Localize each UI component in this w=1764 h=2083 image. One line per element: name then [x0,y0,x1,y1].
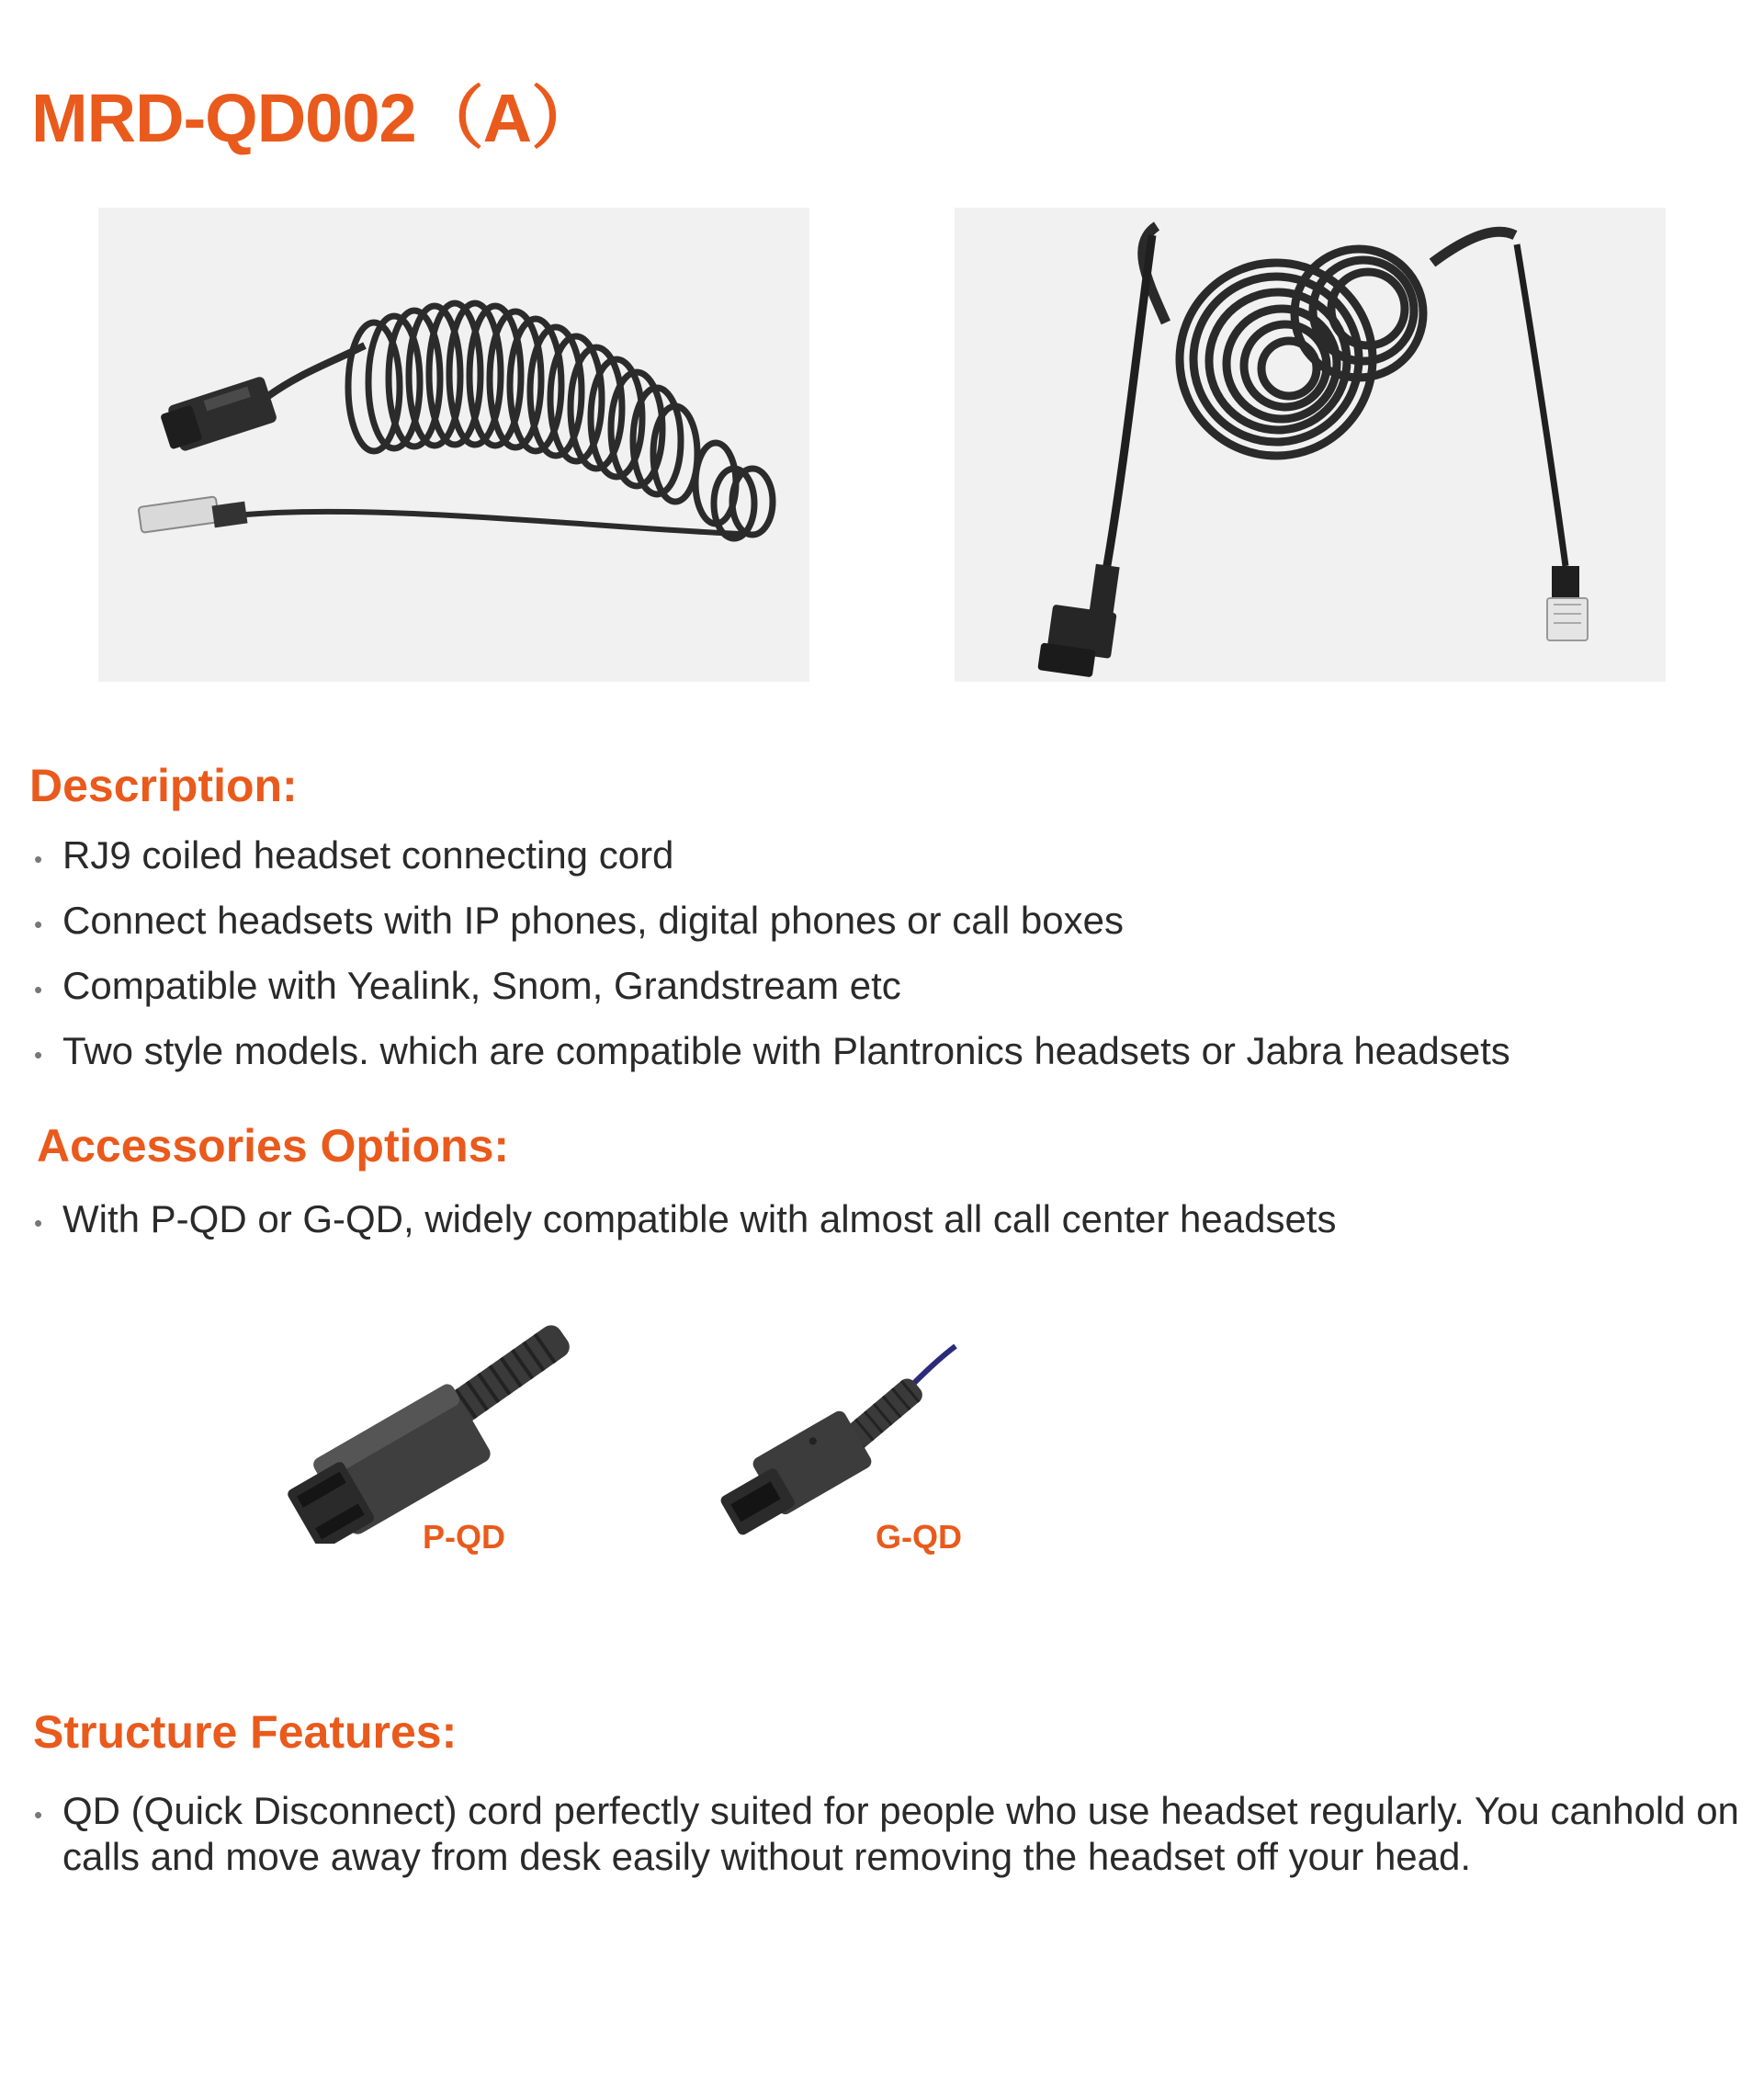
page-title: MRD-QD002（A） [31,80,599,156]
list-item [31,963,1731,1009]
bullet-dot-icon: • [34,1209,43,1237]
g-qd-plug-image [707,1341,965,1544]
p-qd-label: P-QD [423,1518,505,1556]
list-item [31,1196,1731,1242]
list-item-text: Two style models. which are compatible with Plantronics headsets or Jabra headsets [62,1029,1510,1072]
list-item-text: Compatible with Yealink, Snom, Grandstream etc [62,964,901,1007]
bullet-dot-icon: • [34,976,43,1003]
list-item-text: QD (Quick Disconnect) cord perfectly suited for people who use headset regularly. You canhold on calls and move away from desk easily without removing the headset off your head. [62,1789,1739,1878]
description-list [31,832,1731,1074]
list-item-text: RJ9 coiled headset connecting cord [62,833,674,877]
accessories-heading: Accessories Options: [37,1120,510,1172]
structure-heading: Structure Features: [33,1706,458,1758]
coiled-cord-photo-right-icon [955,208,1666,682]
bullet-dot-icon: • [34,911,43,938]
bullet-dot-icon: • [34,1801,43,1828]
product-photo-left [98,208,809,682]
g-qd-plug-icon [707,1341,965,1544]
bullet-dot-icon: • [34,845,43,873]
g-qd-label: G-QD [876,1518,962,1556]
list-item [31,898,1731,944]
coiled-cord-photo-left-icon [98,208,809,682]
structure-list [31,1788,1758,1880]
accessories-list [31,1196,1731,1242]
list-item-text: Connect headsets with IP phones, digital phones or call boxes [62,899,1124,942]
p-qd-plug-image [266,1314,579,1544]
list-item [31,832,1731,878]
description-heading: Description: [29,760,298,811]
p-qd-plug-icon [266,1314,579,1544]
product-photo-right [955,208,1666,682]
list-item [31,1788,1758,1880]
list-item [31,1028,1731,1074]
list-item-text: With P-QD or G-QD, widely compatible with almost all call center headsets [62,1197,1337,1240]
bullet-dot-icon: • [34,1041,43,1069]
